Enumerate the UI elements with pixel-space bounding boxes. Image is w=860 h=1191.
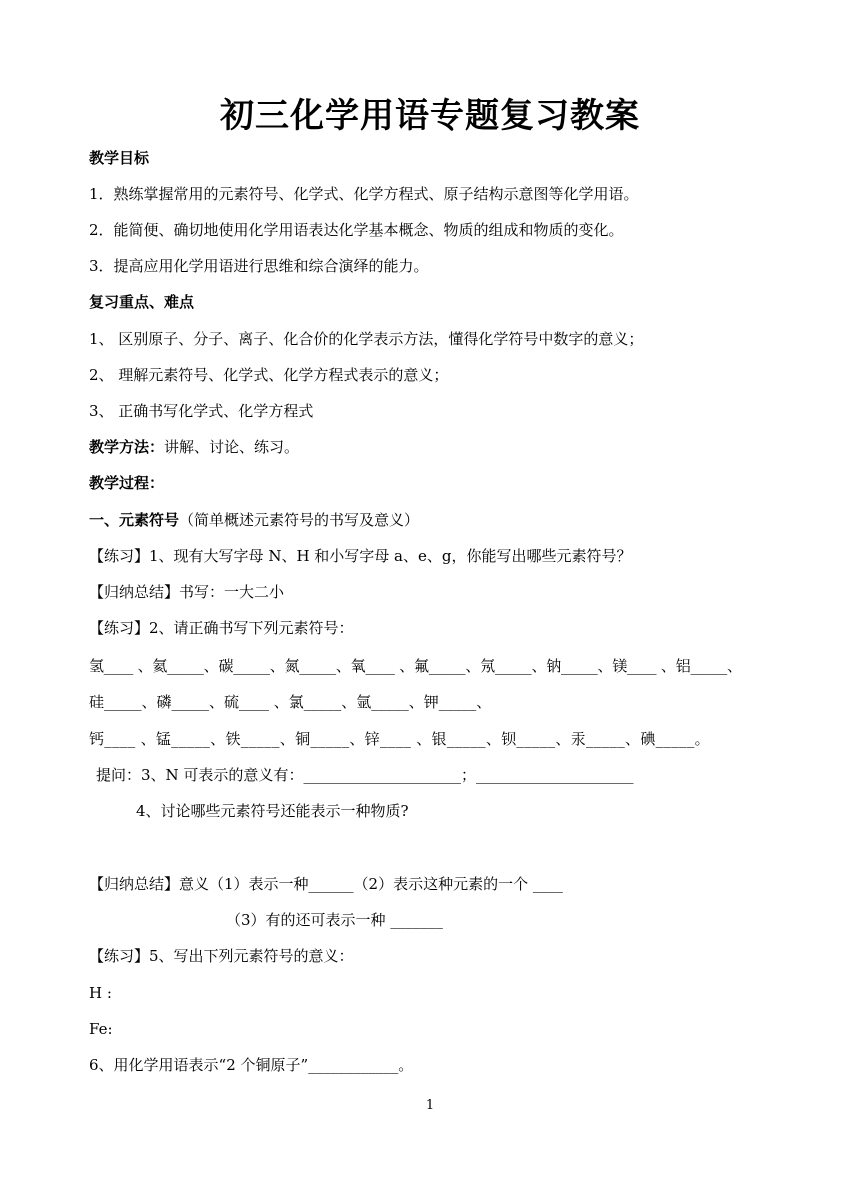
element-row-1: 氢____ 、氦_____、碳_____、氮_____、氧____ 、氟_____、氖_____、钠_____、镁____ 、铝_____、	[89, 657, 742, 675]
element-row-2: 硅_____、磷_____、硫____ 、氯_____、氩_____、钾_____、	[89, 693, 492, 711]
key-point-item-2: 2、 理解元素符号、化学式、化学方程式表示的意义；	[89, 366, 449, 384]
document-title: 初三化学用语专题复习教案	[220, 96, 640, 136]
symbol-h: H :	[89, 984, 112, 1002]
summary-meaning-a: 【归纳总结】意义（1）表示一种______（2）表示这种元素的一个 ____	[89, 875, 563, 893]
key-points-heading: 复习重点、难点	[89, 293, 195, 311]
symbol-fe: Fe:	[89, 1020, 113, 1038]
methods-line	[89, 437, 299, 457]
exercise-2: 【练习】2、请正确书写下列元素符号：	[89, 619, 354, 637]
key-point-item-3: 3、 正确书写化学式、化学方程式	[89, 402, 314, 420]
part1-label: 一、元素符号	[89, 511, 180, 529]
objective-item-1: 1．熟练掌握常用的元素符号、化学式、化学方程式、原子结构示意图等化学用语。	[89, 185, 639, 203]
exercise-1: 【练习】1、现有大写字母 N、H 和小写字母 a、e、g，你能写出哪些元素符号？	[89, 547, 632, 565]
question-6: 6、用化学用语表示“2 个铜原子”____________。	[89, 1056, 414, 1074]
summary-writing: 【归纳总结】书写：一大二小	[89, 583, 285, 601]
question-3: 提问：3、N 可表示的意义有：_____________________；_____________________	[96, 766, 634, 784]
objectives-heading: 教学目标	[89, 149, 150, 167]
element-row-3: 钙____ 、锰_____、铁_____、铜_____、锌____ 、银_____、钡_____、汞_____、碘_____。	[89, 730, 710, 748]
summary-meaning-b: （3）有的还可表示一种 _______	[226, 911, 443, 929]
methods-text: 讲解、讨论、练习。	[164, 438, 300, 456]
methods-label: 教学方法：	[89, 438, 165, 456]
key-point-item-1: 1、 区别原子、分子、离子、化合价的化学表示方法，懂得化学符号中数字的意义；	[89, 330, 644, 348]
process-heading: 教学过程：	[89, 474, 165, 492]
exercise-5: 【练习】5、写出下列元素符号的意义：	[89, 947, 354, 965]
question-4: 4、讨论哪些元素符号还能表示一种物质?	[136, 802, 409, 820]
part1-heading-line	[89, 510, 419, 530]
part1-note: （简单概述元素符号的书写及意义）	[179, 511, 420, 529]
objective-item-3: 3．提高应用化学用语进行思维和综合演绎的能力。	[89, 257, 429, 275]
objective-item-2: 2．能简便、确切地使用化学用语表达化学基本概念、物质的组成和物质的变化。	[89, 221, 624, 239]
page-number: 1	[425, 1098, 435, 1113]
